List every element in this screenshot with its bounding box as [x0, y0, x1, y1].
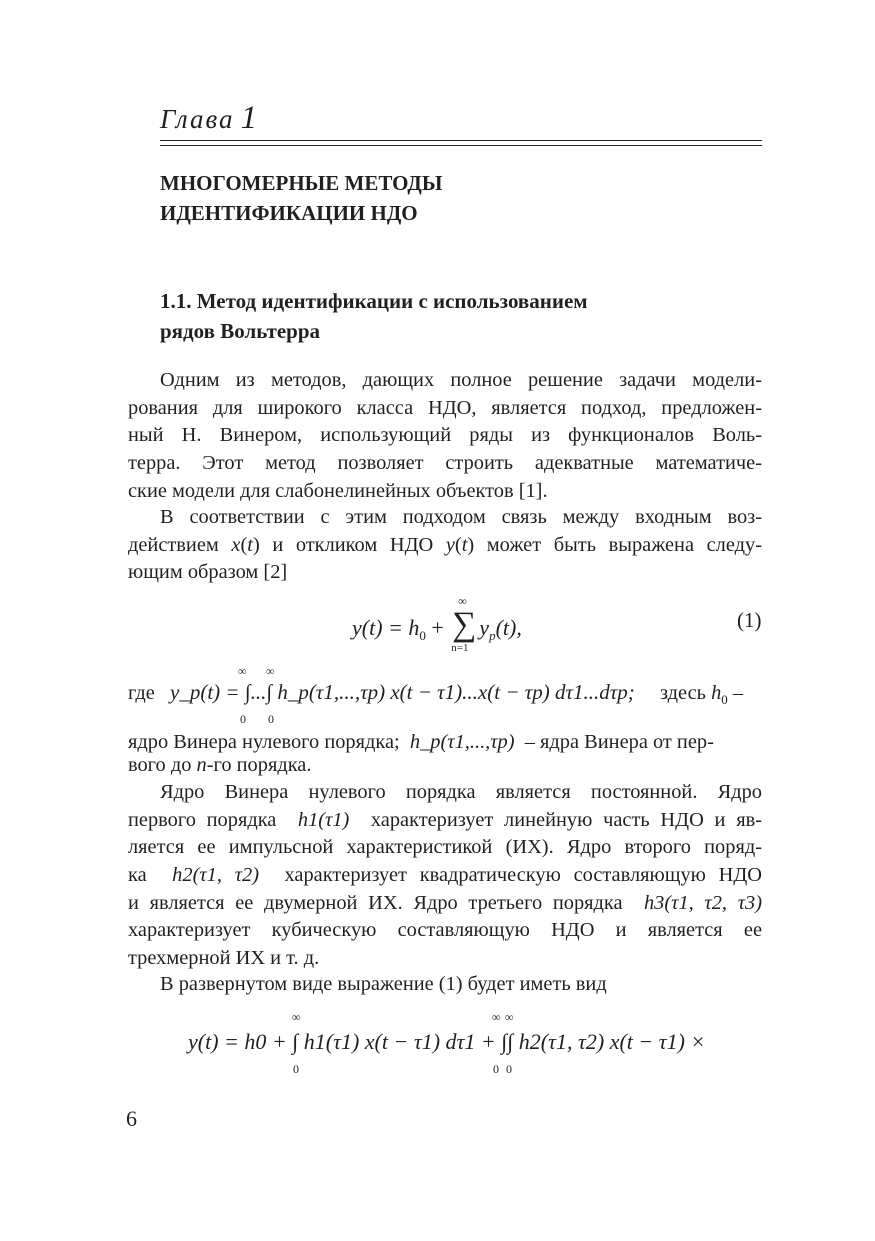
dash: –	[732, 682, 744, 704]
eq1-plus: +	[425, 615, 450, 640]
math-y: y	[445, 533, 455, 556]
section-title-line: рядов Вольтерра	[160, 319, 321, 343]
text-line: ющим образом [2]	[128, 561, 288, 584]
hp-formula: h_p(τ1,...,τp)	[409, 731, 515, 753]
text-run: ) и откликом НДО	[252, 533, 446, 556]
page-number: 6	[126, 1106, 137, 1131]
integral-upper-limit: ∞	[266, 664, 275, 678]
h0-sub: 0	[721, 692, 728, 707]
integral-lower-limit: 0	[506, 1062, 512, 1076]
chapter-title-line: МНОГОМЕРНЫЕ МЕТОДЫ	[160, 171, 443, 195]
text-run: (	[240, 533, 248, 556]
text-run: ) может быть выражена следу-	[467, 533, 762, 556]
text-line: В развернутом виде выражение (1) будет иметь вид	[160, 973, 607, 995]
integral-upper-limit: ∞	[292, 1010, 301, 1024]
section-title	[160, 286, 588, 346]
header-rule-bottom	[160, 145, 762, 146]
integral-upper-limit: ∞	[238, 664, 247, 678]
text-line: характеризует кубическую составляющую НДО и является ее	[128, 919, 762, 942]
integral-upper-limit: ∞	[492, 1010, 501, 1024]
text-run: -го порядка.	[206, 754, 312, 776]
h3-formula: h3(τ1, τ2, τ3)	[643, 891, 762, 914]
text-run: – ядра Винера от пер-	[524, 731, 714, 753]
integral-lower-limit: 0	[268, 712, 274, 726]
eq1-sub: 0	[419, 628, 426, 643]
integral-lower-limit: 0	[493, 1062, 499, 1076]
text-line	[128, 807, 762, 835]
sum-upper-limit: ∞	[458, 594, 467, 608]
where-line	[128, 682, 155, 705]
equation-2	[188, 1029, 705, 1055]
text-run: первого порядка	[128, 808, 277, 831]
equation-1	[352, 594, 522, 654]
text-run: действием	[128, 533, 232, 556]
text-line: Одним из методов, дающих полное решение задачи модели-	[160, 369, 762, 391]
text-line: ный Н. Винером, использующий ряды из функционалов Воль-	[128, 424, 762, 447]
sum-sign: ∑	[452, 606, 477, 643]
eq1-term: y	[479, 615, 490, 640]
text-run: ка	[128, 864, 147, 887]
equation-number: (1)	[737, 608, 762, 632]
h1-formula: h1(τ1)	[297, 808, 350, 831]
integral-upper-limit: ∞	[505, 1010, 514, 1024]
text-run: ядро Винера нулевого порядка;	[128, 731, 400, 753]
p3-line2	[128, 754, 311, 777]
text-line: ские модели для слабонелинейных объектов [1].	[128, 479, 548, 502]
section-title-line: 1.1. Метод идентификации с использованием	[160, 289, 588, 313]
integral-lower-limit: 0	[240, 712, 246, 726]
eq1-term-tail: (t),	[495, 615, 522, 640]
math-x: x	[231, 533, 241, 556]
chapter-title-line: ИДЕНТИФИКАЦИИ НДО	[160, 201, 418, 225]
text-line: трехмерной ИХ и т. д.	[128, 947, 320, 970]
text-run: и является ее двумерной ИХ. Ядро третьего порядка	[128, 891, 623, 914]
text-line	[128, 890, 762, 918]
here-word: здесь	[660, 682, 706, 704]
p3-line1	[128, 731, 714, 754]
text-run: (	[454, 533, 462, 556]
sum-lower-limit: n=1	[451, 642, 469, 654]
text-line: Ядро Винера нулевого порядка является постоянной. Ядро	[160, 781, 762, 803]
text-line	[128, 532, 762, 560]
chapter-title	[160, 168, 442, 228]
integral-lower-limit: 0	[293, 1062, 299, 1076]
header-rule-top	[160, 140, 762, 141]
expanded-expression: y(t) = h0 + ∫ h1(τ1) x(t − τ1) dτ1 + ∫∫ h2(τ1, τ2) x(t − τ1) ×	[188, 1029, 706, 1054]
paragraph-4	[128, 779, 762, 973]
paragraph-5	[128, 971, 762, 999]
chapter-heading	[160, 100, 257, 137]
text-run: вого до	[128, 754, 197, 776]
text-run: характеризует линейную часть НДО и яв-	[370, 808, 762, 831]
eq1-lhs: y(t) = h	[352, 615, 420, 640]
math-t: t	[247, 533, 253, 556]
text-line: терра. Этот метод позволяет строить адекватные математиче-	[128, 452, 762, 475]
text-run: характеризует квадратическую составляющую НДО	[284, 864, 762, 887]
where-here	[660, 682, 743, 708]
chapter-word: Глава	[160, 104, 235, 134]
text-line: ляется ее импульсной характеристикой (ИХ). Ядро второго поряд-	[128, 836, 762, 859]
where-prefix: где	[128, 682, 155, 704]
text-line: В соответствии с этим подходом связь между входным воз-	[160, 506, 762, 528]
math-t: t	[461, 533, 468, 556]
text-line: рования для широкого класса НДО, является подход, предложен-	[128, 396, 762, 419]
h0-symbol: h	[711, 682, 722, 704]
text-line	[128, 862, 762, 890]
h2-formula: h2(τ1, τ2)	[172, 864, 259, 887]
yp-definition: y_p(t) = ∫...∫ h_p(τ1,...,τp) x(t − τ1)...x(t − τp) dτ1...dτp;	[170, 680, 635, 704]
paragraph-1	[128, 367, 762, 505]
where-formula	[170, 680, 635, 705]
eq1-term-sub: p	[489, 628, 496, 643]
math-n: n	[196, 754, 207, 776]
paragraph-2	[128, 504, 762, 587]
chapter-number: 1	[240, 100, 258, 136]
